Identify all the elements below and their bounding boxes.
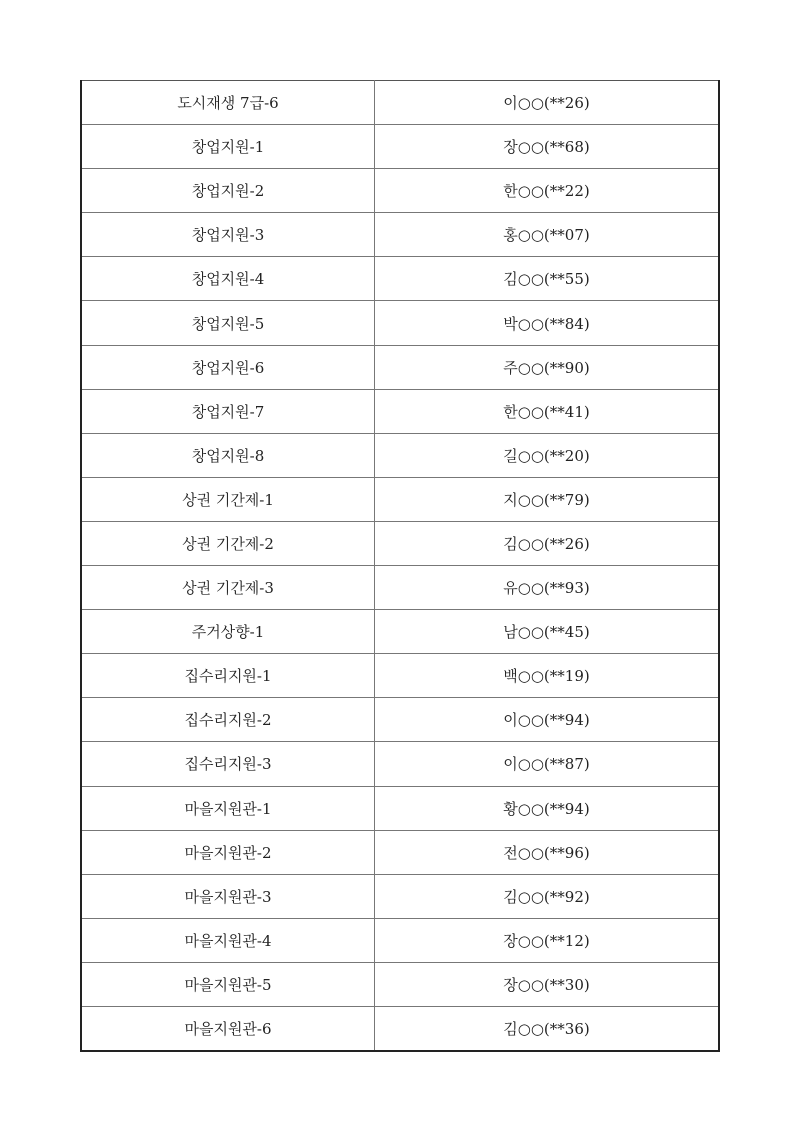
position-cell: 집수리지원-3 <box>81 742 375 786</box>
position-cell: 상권 기간제-2 <box>81 521 375 565</box>
applicant-cell: 길○○(**20) <box>375 433 720 477</box>
position-cell: 창업지원-1 <box>81 125 375 169</box>
table-row <box>81 81 719 125</box>
table-row <box>81 169 719 213</box>
position-cell: 창업지원-8 <box>81 433 375 477</box>
position-cell: 마을지원관-6 <box>81 1006 375 1051</box>
table-row <box>81 213 719 257</box>
position-cell: 상권 기간제-3 <box>81 566 375 610</box>
position-cell: 주거상향-1 <box>81 610 375 654</box>
applicant-cell: 주○○(**90) <box>375 345 720 389</box>
table-row <box>81 345 719 389</box>
position-cell: 마을지원관-1 <box>81 786 375 830</box>
applicant-cell: 한○○(**22) <box>375 169 720 213</box>
position-cell: 마을지원관-5 <box>81 962 375 1006</box>
table-row <box>81 742 719 786</box>
position-cell: 마을지원관-4 <box>81 918 375 962</box>
table-row <box>81 830 719 874</box>
position-cell: 창업지원-5 <box>81 301 375 345</box>
applicant-cell: 한○○(**41) <box>375 389 720 433</box>
table-row <box>81 1006 719 1051</box>
applicant-cell: 황○○(**94) <box>375 786 720 830</box>
position-cell: 마을지원관-2 <box>81 830 375 874</box>
applicant-cell: 이○○(**26) <box>375 81 720 125</box>
applicant-cell: 홍○○(**07) <box>375 213 720 257</box>
applicant-cell: 유○○(**93) <box>375 566 720 610</box>
applicant-cell: 김○○(**36) <box>375 1006 720 1051</box>
applicant-cell: 지○○(**79) <box>375 477 720 521</box>
table-row <box>81 654 719 698</box>
results-table <box>80 80 720 1052</box>
position-cell: 창업지원-7 <box>81 389 375 433</box>
table-row <box>81 521 719 565</box>
table-row <box>81 918 719 962</box>
applicant-cell: 김○○(**26) <box>375 521 720 565</box>
position-cell: 창업지원-2 <box>81 169 375 213</box>
applicant-cell: 이○○(**87) <box>375 742 720 786</box>
table-row <box>81 433 719 477</box>
position-cell: 집수리지원-1 <box>81 654 375 698</box>
applicant-cell: 백○○(**19) <box>375 654 720 698</box>
results-table-body <box>81 81 719 1052</box>
position-cell: 상권 기간제-1 <box>81 477 375 521</box>
applicant-cell: 김○○(**92) <box>375 874 720 918</box>
table-row <box>81 566 719 610</box>
applicant-cell: 박○○(**84) <box>375 301 720 345</box>
table-row <box>81 257 719 301</box>
position-cell: 마을지원관-3 <box>81 874 375 918</box>
applicant-cell: 이○○(**94) <box>375 698 720 742</box>
table-row <box>81 874 719 918</box>
applicant-cell: 장○○(**30) <box>375 962 720 1006</box>
applicant-cell: 김○○(**55) <box>375 257 720 301</box>
table-row <box>81 301 719 345</box>
applicant-cell: 전○○(**96) <box>375 830 720 874</box>
position-cell: 창업지원-6 <box>81 345 375 389</box>
applicant-cell: 장○○(**68) <box>375 125 720 169</box>
table-row <box>81 962 719 1006</box>
table-row <box>81 125 719 169</box>
position-cell: 창업지원-3 <box>81 213 375 257</box>
applicant-cell: 남○○(**45) <box>375 610 720 654</box>
table-row <box>81 477 719 521</box>
table-row <box>81 610 719 654</box>
applicant-cell: 장○○(**12) <box>375 918 720 962</box>
table-row <box>81 389 719 433</box>
table-row <box>81 698 719 742</box>
position-cell: 창업지원-4 <box>81 257 375 301</box>
position-cell: 도시재생 7급-6 <box>81 81 375 125</box>
table-row <box>81 786 719 830</box>
position-cell: 집수리지원-2 <box>81 698 375 742</box>
